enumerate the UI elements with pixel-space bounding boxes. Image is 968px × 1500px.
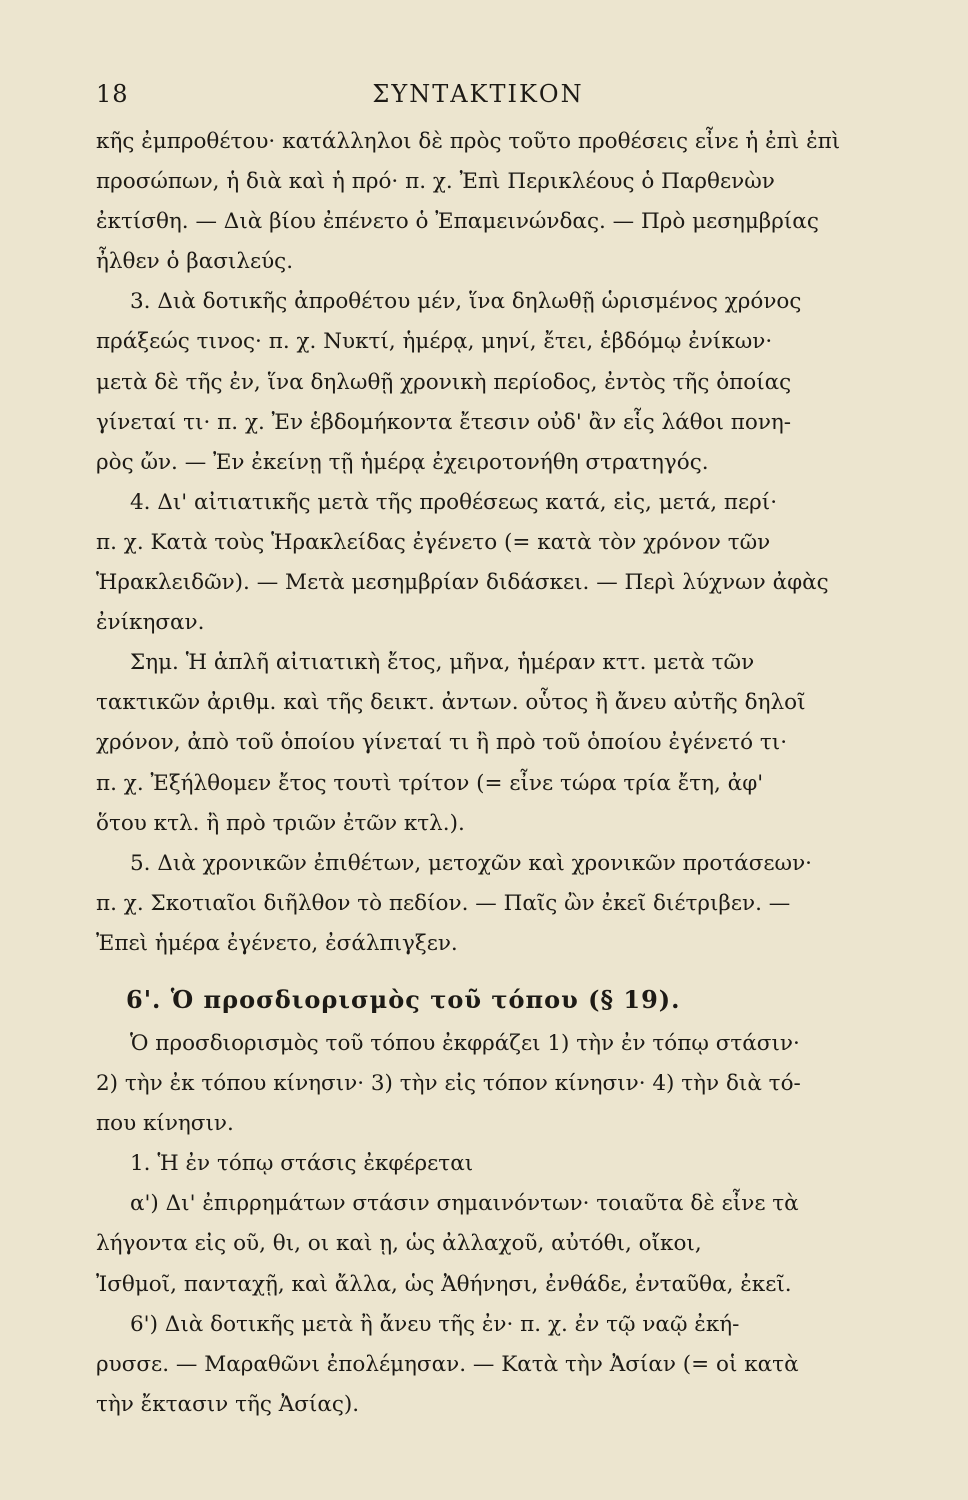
text-line: χρόνον, ἀπὸ τοῦ ὁποίου γίνεταί τι ἢ πρὸ τοῦ ὁποίου ἐγένετό τι· — [96, 730, 788, 756]
text-line: μετὰ δὲ τῆς ἐν, ἵνα δηλωθῇ χρονικὴ περίοδος, ἐντὸς τῆς ὁποίας — [96, 369, 792, 395]
running-title: ΣΥΝΤΑΚΤΙΚΟΝ — [372, 80, 584, 108]
text-line: π. χ. Κατὰ τοὺς Ἡρακλείδας ἐγένετο (= κατὰ τὸν χρόνον τῶν — [96, 529, 771, 555]
text-line: Ἡρακλειδῶν). — Μετὰ μεσημβρίαν διδάσκει. — Περὶ λύχνων ἀφὰς — [96, 570, 829, 596]
text-line: ἐνίκησαν. — [96, 610, 205, 636]
text-line: που κίνησιν. — [96, 1111, 234, 1137]
text-line: τακτικῶν ἀριθμ. καὶ τῆς δεικτ. ἀντων. οὗτος ἢ ἄνευ αὐτῆς δηλοῖ — [96, 690, 806, 716]
page-header — [96, 80, 860, 120]
text-line: ἐκτίσθη. — Διὰ βίου ἐπένετο ὁ Ἐπαμεινώνδας. — Πρὸ μεσημβρίας — [96, 209, 819, 235]
text-line: α') Δι' ἐπιρρημάτων στάσιν σημαινόντων· τοιαῦτα δὲ εἶνε τὰ — [130, 1191, 799, 1217]
text-line: Ἐπεὶ ἡμέρα ἐγένετο, ἐσάλπιγξεν. — [96, 930, 458, 956]
text-line: π. χ. Ἐξήλθομεν ἔτος τουτὶ τρίτον (= εἶνε τώρα τρία ἔτη, ἀφ' — [96, 770, 764, 796]
text-line: Ἰσθμοῖ, πανταχῇ, καὶ ἄλλα, ὡς Ἀθήνησι, ἐνθάδε, ἐνταῦθα, ἐκεῖ. — [96, 1271, 792, 1297]
text-line: ὅτου κτλ. ἢ πρὸ τριῶν ἐτῶν κτλ.). — [96, 810, 465, 836]
text-line: 6') Διὰ δοτικῆς μετὰ ἢ ἄνευ τῆς ἐν· π. χ. ἐν τῷ ναῷ ἐκή- — [130, 1311, 740, 1337]
text-line: ἦλθεν ὁ βασιλεύς. — [96, 249, 294, 275]
text-line: π. χ. Σκοτιαῖοι διῆλθον τὸ πεδίον. — Παῖς ὢν ἐκεῖ διέτριβεν. — — [96, 890, 791, 916]
section-heading: 6'. Ὁ προσδιορισμὸς τοῦ τόπου (§ 19). — [126, 984, 681, 1014]
body-text — [96, 122, 860, 1425]
text-line: Σημ. Ἡ ἁπλῆ αἰτιατικὴ ἔτος, μῆνα, ἡμέραν κττ. μετὰ τῶν — [130, 650, 755, 676]
text-line: ρὸς ὤν. — Ἐν ἐκείνῃ τῇ ἡμέρᾳ ἐχειροτονήθη στρατηγός. — [96, 449, 709, 475]
text-line: Ὁ προσδιορισμὸς τοῦ τόπου ἐκφράζει 1) τὴν ἐν τόπῳ στάσιν· — [130, 1030, 800, 1056]
text-line: 4. Δι' αἰτιατικῆς μετὰ τῆς προθέσεως κατά, εἰς, μετά, περί· — [130, 489, 778, 515]
text-line: λήγοντα εἰς οῦ, θι, οι καὶ ῃ, ὡς ἀλλαχοῦ, αὐτόθι, οἴκοι, — [96, 1231, 702, 1257]
text-line: ρυσσε. — Μαραθῶνι ἐπολέμησαν. — Κατὰ τὴν Ἀσίαν (= οἱ κατὰ — [96, 1351, 799, 1377]
text-line: 1. Ἡ ἐν τόπῳ στάσις ἐκφέρεται — [130, 1151, 474, 1177]
text-line: 2) τὴν ἐκ τόπου κίνησιν· 3) τὴν εἰς τόπον κίνησιν· 4) τὴν διὰ τό- — [96, 1071, 801, 1097]
text-line: πράξεώς τινος· π. χ. Νυκτί, ἡμέρᾳ, μηνί, ἔτει, ἑβδόμῳ ἐνίκων· — [96, 329, 773, 355]
text-line: κῆς ἐμπροθέτου· κατάλληλοι δὲ πρὸς τοῦτο προθέσεις εἶνε ἡ ἐπὶ ἐπὶ — [96, 129, 841, 154]
text-line: 5. Διὰ χρονικῶν ἐπιθέτων, μετοχῶν καὶ χρονικῶν προτάσεων· — [130, 850, 812, 876]
page-number: 18 — [96, 80, 129, 108]
text-line: τὴν ἔκτασιν τῆς Ἀσίας). — [96, 1391, 360, 1417]
text-line: 3. Διὰ δοτικῆς ἀπροθέτου μέν, ἵνα δηλωθῇ ὡρισμένος χρόνος — [130, 289, 802, 315]
text-line: γίνεταί τι· π. χ. Ἐν ἑβδομήκοντα ἔτεσιν οὐδ' ἂν εἷς λάθοι πονη- — [96, 409, 792, 435]
text-line: προσώπων, ἡ διὰ καὶ ἡ πρό· π. χ. Ἐπὶ Περικλέους ὁ Παρθενὼν — [96, 169, 775, 195]
